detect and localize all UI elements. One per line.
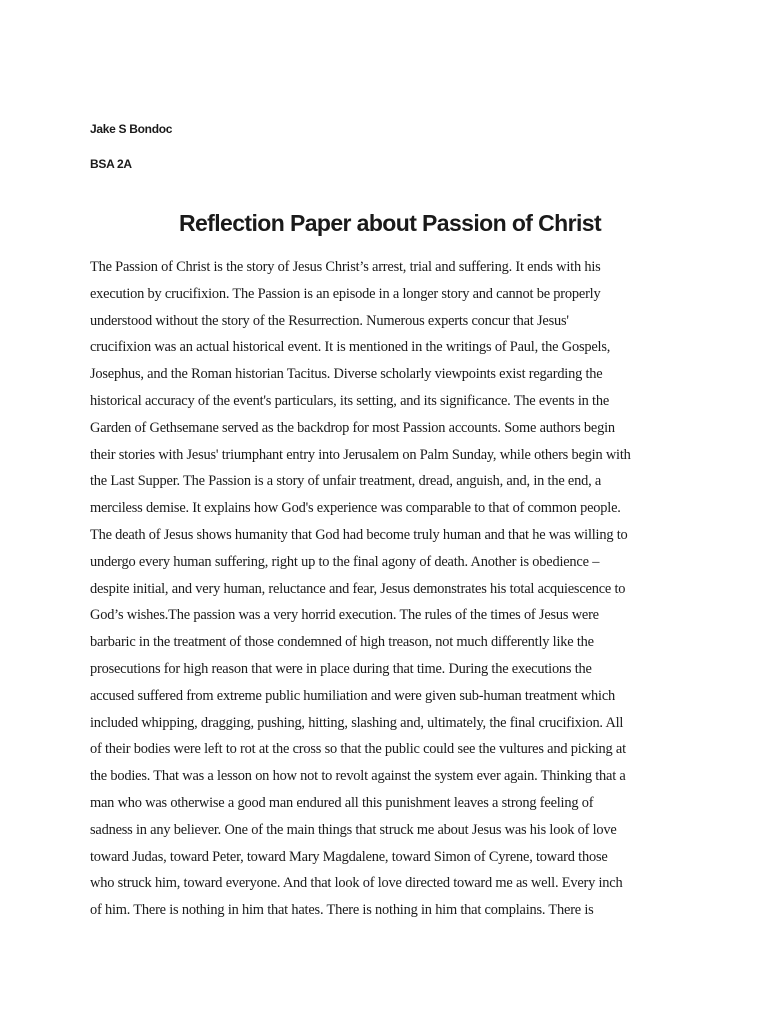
- body-line: who struck him, toward everyone. And that look of love directed toward me as well. Every inch: [90, 875, 623, 892]
- body-line: execution by crucifixion. The Passion is an episode in a longer story and cannot be properly: [90, 285, 601, 302]
- body-line: accused suffered from extreme public humiliation and were given sub-human treatment which: [90, 687, 615, 704]
- body-line: included whipping, dragging, pushing, hitting, slashing and, ultimately, the final crucifixion. All: [90, 714, 624, 731]
- body-line: the Last Supper. The Passion is a story of unfair treatment, dread, anguish, and, in the end, a: [90, 473, 602, 490]
- body-line: their stories with Jesus' triumphant entry into Jerusalem on Palm Sunday, while others begin with: [90, 446, 631, 463]
- body-line: prosecutions for high reason that were in place during that time. During the executions the: [90, 660, 592, 677]
- body-line: the bodies. That was a lesson on how not to revolt against the system ever again. Thinking that a: [90, 768, 626, 785]
- body-line: Josephus, and the Roman historian Tacitus. Diverse scholarly viewpoints exist regarding the: [90, 366, 603, 383]
- body-line: barbaric in the treatment of those condemned of high treason, not much differently like the: [90, 634, 594, 651]
- body-line: historical accuracy of the event's particulars, its setting, and its significance. The events in the: [90, 392, 610, 409]
- body-line: sadness in any believer. One of the main things that struck me about Jesus was his look of love: [90, 821, 617, 838]
- body-line: God’s wishes.The passion was a very horrid execution. The rules of the times of Jesus were: [90, 607, 599, 624]
- body-line: undergo every human suffering, right up to the final agony of death. Another is obedience –: [90, 553, 600, 570]
- body-line: The death of Jesus shows humanity that God had become truly human and that he was willing to: [90, 526, 628, 543]
- paper-title: Reflection Paper about Passion of Christ: [178, 210, 602, 236]
- author-name: Jake S Bondoc: [90, 122, 173, 136]
- body-line: of their bodies were left to rot at the cross so that the public could see the vultures and picking at: [90, 741, 626, 758]
- body-text: [90, 257, 690, 927]
- body-line: The Passion of Christ is the story of Jesus Christ’s arrest, trial and suffering. It ends with his: [90, 259, 601, 275]
- body-line: toward Judas, toward Peter, toward Mary Magdalene, toward Simon of Cyrene, toward those: [90, 848, 608, 865]
- body-line: crucifixion was an actual historical event. It is mentioned in the writings of Paul, the Gospels,: [90, 339, 611, 356]
- body-line: understood without the story of the Resurrection. Numerous experts concur that Jesus': [90, 312, 569, 329]
- body-line: merciless demise. It explains how God's experience was comparable to that of common people.: [90, 500, 621, 517]
- body-line: of him. There is nothing in him that hates. There is nothing in him that complains. There is: [90, 902, 594, 919]
- body-line: despite initial, and very human, reluctance and fear, Jesus demonstrates his total acquiescence to: [90, 580, 626, 597]
- body-line: man who was otherwise a good man endured all this punishment leaves a strong feeling of: [90, 794, 594, 811]
- class-section: BSA 2A: [90, 157, 132, 171]
- body-line: Garden of Gethsemane served as the backdrop for most Passion accounts. Some authors begin: [90, 419, 615, 436]
